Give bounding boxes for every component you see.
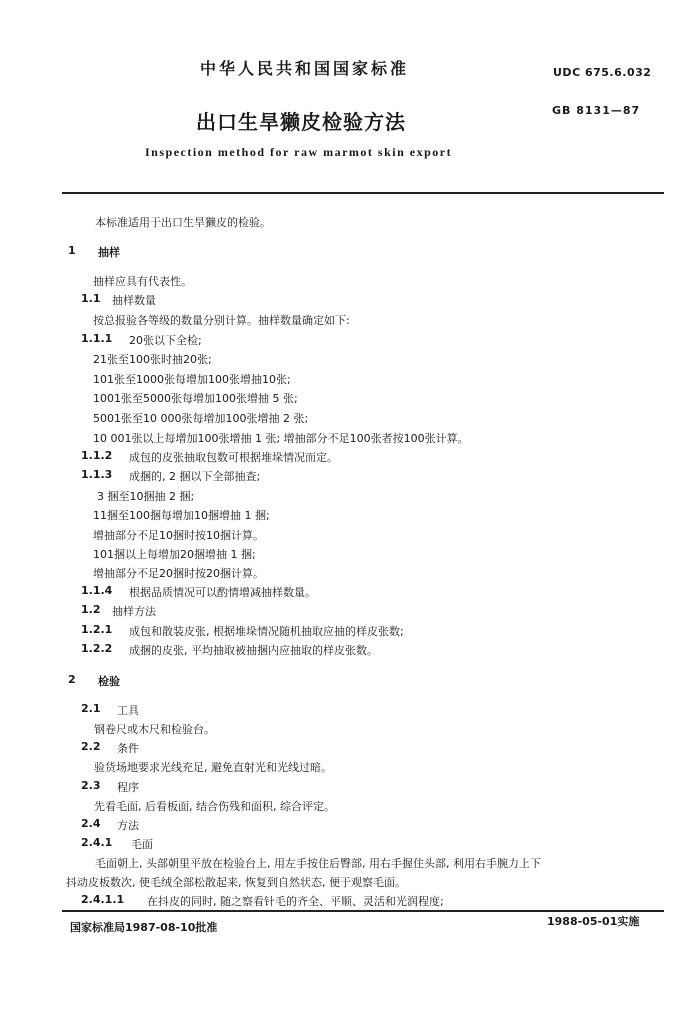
section-1-title: 抽样	[98, 246, 120, 259]
section-2-4-1-number: 2.4.1	[81, 836, 113, 849]
section-1-1-3-text: 成捆的, 2 捆以下全部抽查;	[129, 470, 261, 483]
section-2-3-text: 先看毛面, 后看板面, 结合伤残和面积, 综合评定。	[94, 800, 335, 813]
section-1-2-1-text: 成包和散装皮张, 根据堆垛情况随机抽取应抽的样皮张数;	[129, 625, 404, 638]
section-1-2-2-number: 1.2.2	[81, 642, 113, 655]
section-1-1-1-number: 1.1.1	[81, 332, 113, 345]
section-2-3-number: 2.3	[81, 779, 101, 792]
section-2-4-1-title: 毛面	[131, 838, 153, 851]
english-title: Inspection method for raw marmot skin export	[145, 145, 453, 159]
section-1-2-1-number: 1.2.1	[81, 623, 113, 636]
sampling-rule-line: 10 001张以上每增加100张增抽 1 张; 增抽部分不足100张者按100张计算。	[93, 432, 469, 445]
sampling-rule-line: 1001张至5000张每增加100张增抽 5 张;	[93, 392, 298, 405]
section-2-4-1-paragraph-line: 抖动皮板数次, 使毛绒全部松散起来, 恢复到自然状态, 便于观察毛面。	[66, 876, 406, 889]
section-1-1-title: 抽样数量	[112, 294, 156, 307]
section-1-number: 1	[68, 244, 76, 257]
section-1-1-1-text: 20张以下全检;	[129, 334, 202, 347]
intro-paragraph: 本标准适用于出口生旱獭皮的检验。	[95, 216, 271, 229]
section-2-title: 检验	[98, 675, 120, 688]
section-2-1-text: 钢卷尺或木尺和检验台。	[94, 723, 215, 736]
approval-date: 国家标准局1987-08-10批准	[70, 921, 218, 934]
section-1-1-2-number: 1.1.2	[81, 449, 113, 462]
sampling-rule-line: 101张至1000张每增加100张增抽10张;	[93, 373, 291, 386]
section-1-text: 抽样应具有代表性。	[93, 275, 192, 288]
section-1-1-4-number: 1.1.4	[81, 584, 113, 597]
section-1-1-3-number: 1.1.3	[81, 468, 113, 481]
section-2-2-title: 条件	[117, 742, 139, 755]
implementation-date: 1988-05-01实施	[547, 915, 640, 928]
section-2-4-1-paragraph-line: 毛面朝上, 头部朝里平放在检验台上, 用左手按住后臀部, 用右手握住头部, 利用右手腕力上下	[95, 857, 541, 870]
udc-code: UDC 675.6.032	[553, 66, 652, 79]
section-1-1-4-text: 根据品质情况可以酌情增减抽样数量。	[129, 586, 316, 599]
section-1-2-number: 1.2	[81, 603, 101, 616]
sampling-rule-line: 5001张至10 000张每增加100张增抽 2 张;	[93, 412, 309, 425]
section-2-2-text: 验货场地要求光线充足, 避免直射光和光线过暗。	[94, 761, 332, 774]
section-2-1-number: 2.1	[81, 702, 101, 715]
section-2-4-number: 2.4	[81, 817, 101, 830]
section-2-4-1-1-number: 2.4.1.1	[81, 893, 125, 906]
section-1-2-2-text: 成捆的皮张, 平均抽取被抽捆内应抽取的样皮张数。	[129, 644, 378, 657]
bundle-rule-line: 增抽部分不足20捆时按20捆计算。	[93, 567, 264, 580]
header-rule	[62, 192, 664, 194]
section-2-3-title: 程序	[117, 781, 139, 794]
standard-number: GB 8131—87	[552, 104, 641, 117]
issuing-authority: 中华人民共和国国家标准	[200, 59, 410, 78]
section-1-1-number: 1.1	[81, 292, 101, 305]
bundle-rule-line: 101捆以上每增加20捆增抽 1 捆;	[93, 548, 256, 561]
section-2-1-title: 工具	[117, 704, 139, 717]
section-1-1-2-text: 成包的皮张抽取包数可根据堆垛情况而定。	[129, 451, 338, 464]
bundle-rule-line: 增抽部分不足10捆时按10捆计算。	[93, 529, 264, 542]
section-2-2-number: 2.2	[81, 740, 101, 753]
footer-rule	[62, 910, 664, 912]
section-1-1-text: 按总报验各等级的数量分别计算。抽样数量确定如下:	[93, 314, 350, 327]
section-1-2-title: 抽样方法	[112, 605, 156, 618]
section-2-4-title: 方法	[117, 819, 139, 832]
bundle-rule-line: 11捆至100捆每增加10捆增抽 1 捆;	[93, 509, 270, 522]
sampling-rule-line: 21张至100张时抽20张;	[93, 353, 212, 366]
section-2-number: 2	[68, 673, 76, 686]
document-title: 出口生旱獭皮检验方法	[196, 110, 406, 134]
section-2-4-1-1-text: 在抖皮的同时, 随之察看针毛的齐全、平顺、灵活和光润程度;	[147, 895, 444, 908]
bundle-rule-line: 3 捆至10捆抽 2 捆;	[97, 490, 195, 503]
